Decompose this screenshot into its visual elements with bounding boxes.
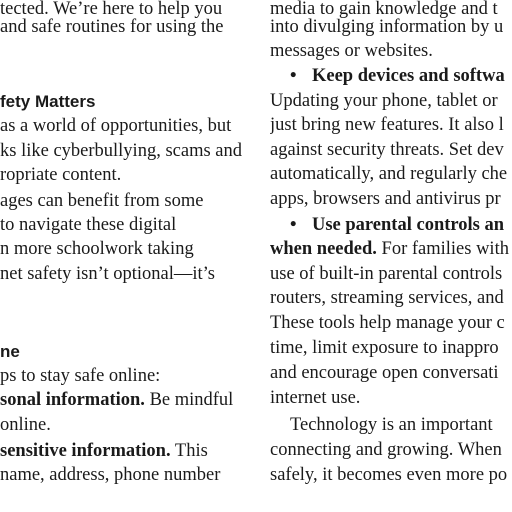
body-text-line: messages or websites. — [270, 41, 433, 61]
body-text-line: connecting and growing. When — [270, 440, 502, 460]
bullet-item — [270, 64, 505, 88]
bold-lead-text: sonal information. — [0, 390, 145, 410]
body-text-line: ks like cyberbullying, scams and — [0, 141, 242, 161]
body-text-line: n more schoolwork taking — [0, 239, 194, 259]
bullet-lead-text: Use parental controls an — [312, 215, 505, 235]
body-text-line: Updating your phone, tablet or — [270, 91, 498, 111]
body-text-line: Technology is an important — [290, 415, 493, 435]
body-text-line: time, limit exposure to inappro — [270, 338, 499, 358]
body-text-line: name, address, phone number — [0, 465, 221, 485]
body-text-line: internet use. — [270, 388, 361, 408]
body-text-line — [270, 237, 509, 261]
body-text-line: automatically, and regularly che — [270, 164, 508, 184]
body-text: Be mindful — [144, 390, 234, 410]
body-text-line: against security threats. Set dev — [270, 140, 504, 160]
body-text-line: tected. We’re here to help you — [0, 0, 223, 19]
body-text-line — [0, 388, 233, 412]
body-text-line: and safe routines for using the — [0, 17, 224, 37]
body-text-line: to navigate these digital — [0, 215, 177, 235]
body-text-line: routers, streaming services, and — [270, 288, 504, 308]
body-text-line: safely, it becomes even more po — [270, 465, 508, 485]
bullet-item — [270, 213, 504, 237]
bullet-lead-text: Keep devices and softwa — [312, 66, 505, 86]
body-text-line: as a world of opportunities, but — [0, 116, 232, 136]
body-text: This — [170, 441, 208, 461]
body-text-line: online. — [0, 415, 51, 435]
body-text-line: just bring new features. It also l — [270, 115, 504, 135]
right-column — [270, 0, 512, 512]
body-text-line: into divulging information by u — [270, 17, 504, 37]
bold-lead-text: sensitive information. — [0, 441, 171, 461]
body-text: For families with — [376, 239, 509, 259]
section-heading: ne — [0, 342, 20, 361]
bullet-icon: • — [290, 215, 297, 235]
bullet-icon: • — [290, 66, 297, 86]
body-text-line: media to gain knowledge and t — [270, 0, 498, 19]
body-text-line: and encourage open conversati — [270, 363, 499, 383]
body-text-line: ropriate content. — [0, 165, 122, 185]
section-heading: fety Matters — [0, 92, 96, 111]
body-text-line: These tools help manage your c — [270, 313, 505, 333]
body-text-line: apps, browsers and antivirus pr — [270, 189, 501, 209]
body-text-line: use of built-in parental controls — [270, 264, 503, 284]
body-text-line: ps to stay safe online: — [0, 366, 161, 386]
left-column — [0, 0, 252, 512]
body-text-line: net safety isn’t optional—it’s — [0, 264, 215, 284]
bold-lead-text: when needed. — [270, 239, 377, 259]
body-text-line — [0, 439, 208, 463]
body-text-line: ages can benefit from some — [0, 191, 204, 211]
